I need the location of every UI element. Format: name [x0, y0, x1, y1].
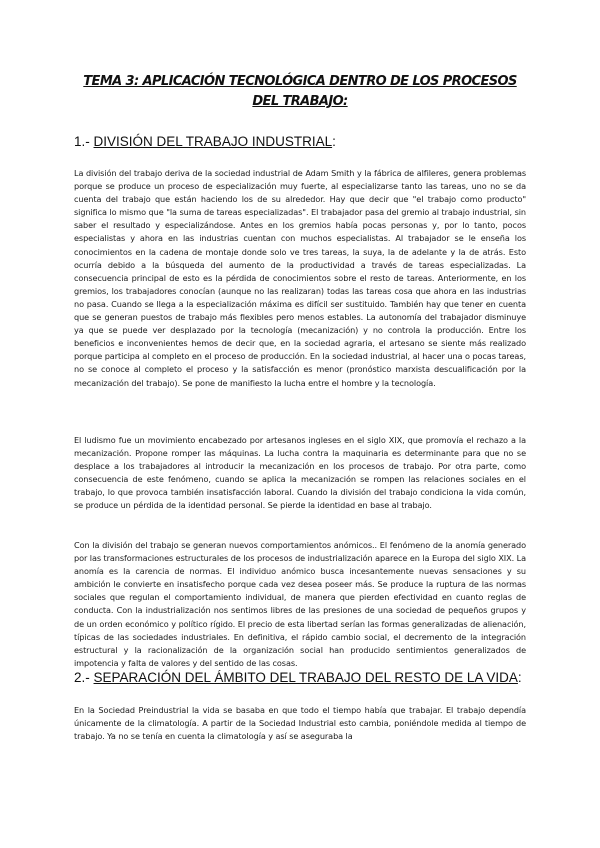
section-2-heading	[74, 670, 534, 686]
section-2-colon: :	[517, 670, 522, 685]
section-1-heading	[74, 134, 534, 150]
section-1-paragraph-1: La división del trabajo deriva de la sociedad industrial de Adam Smith y la fábrica de alfileres, genera problemas porque se produce un proceso de especialización muy fuerte, al especializarse tanto las tareas, uno no se da cuenta del trabajo que están haciendo los de su alrededor. Hay que decir que "el trabajo como producto" significa lo mismo que "la suma de tareas especializadas". El trabajador pasa del gremio al trabajo industrial, sin saber el resultado y especializándose. Antes en los gremios había pocas personas y, por lo tanto, pocos especialistas y ahora en las industrias cuentan con muchos especialistas. Al trabajador se le enseña los conocimientos en la cadena de montaje donde solo ve tres tareas, la suya, la de adelante y la de atrás. Esto ocurría debido a la búsqueda del aumento de la productividad a través de tareas especializadas. La consecuencia principal de esto es la pérdida de conocimientos sobre el resto de tareas. Anteriormente, en los gremios, los trabajadores conocían (aunque no las realizaran) todas las tareas cosa que ahora en las industrias no pasa. Cuando se llega a la especialización máxima es difícil ser sustituido. También hay que tener en cuenta que se generan puestos de trabajo más flexibles pero menos estables. La autonomía del trabajador disminuye ya que se puede ver desplazado por la tecnología (mecanización) y no controla la producción. Entre los beneficios e inconvenientes hemos de decir que, en la sociedad agraria, el artesano se siente más realizado porque participa al completo en el proceso de producción. En la sociedad industrial, al hacer una o pocas tareas, no se conoce al completo el proceso y la satisfacción es menor (pronóstico marxista descualificación por la mecanización del trabajo). Se pone de manifiesto la lucha entre el hombre y la tecnología.	[74, 168, 526, 388]
section-1-paragraph-3: Con la división del trabajo se generan nuevos comportamientos anómicos.. El fenómeno de la anomía generado por las transformaciones estructurales de los procesos de industrialización aparece en la Europa del siglo XIX. La anomía es la carencia de normas. El individuo anómico busca incesantemente nuevas sensaciones y su ambición le convierte en insatisfecho porque cada vez desea poseer más. Se produce la ruptura de las normas sociales que regulan el comportamiento individual, de manera que pierden efectividad en cuanto reglas de conducta. Con la industrialización nos sentimos libres de las presiones de una sociedad de pequeños grupos y de un orden económico y político rígido. El precio de esta libertad serían las formas generalizadas de alienación, típicas de las sociedades industriales. En definitiva, el rápido cambio social, el decremento de la integración estructural y la racionalización de la organización social han producido sentimientos generalizados de impotencia y falta de valores y del sentido de las cosas.	[74, 540, 526, 668]
document-title: TEMA 3: APLICACIÓN TECNOLÓGICA DENTRO DE LOS PROCESOS DEL TRABAJO:	[83, 74, 517, 109]
section-1-title: DIVISIÓN DEL TRABAJO INDUSTRIAL	[93, 134, 333, 149]
section-2-number: 2.-	[74, 670, 90, 685]
section-1-number: 1.-	[74, 134, 90, 149]
section-1-colon: :	[332, 134, 336, 149]
section-2-paragraph-1: En la Sociedad Preindustrial la vida se basaba en que todo el tiempo había que trabajar. El trabajo dependía únicamente de la climatología. A partir de la Sociedad Industrial esto cambia, poniéndole medida al tiempo de trabajo. Ya no se tenía en cuenta la climatología y así se aseguraba la	[74, 705, 526, 742]
section-2-title: SEPARACIÓN DEL ÁMBITO DEL TRABAJO DEL RESTO DE LA VIDA	[93, 670, 518, 685]
section-1-paragraph-2: El ludismo fue un movimiento encabezado por artesanos ingleses en el siglo XIX, que promovía el rechazo a la mecanización. Propone romper las máquinas. La lucha contra la maquinaria es determinante para que no se desplace a los trabajadores al introducir la mecanización en los procesos de trabajo. Por otra parte, como consecuencia de este fenómeno, cuando se aplica la mecanización se rompen las relaciones sociales en el trabajo, lo que provoca también insatisfacción laboral. Cuando la división del trabajo condiciona la vida común, se produce un pérdida de la identidad personal. Se pierde la identidad en base al trabajo.	[74, 435, 526, 511]
